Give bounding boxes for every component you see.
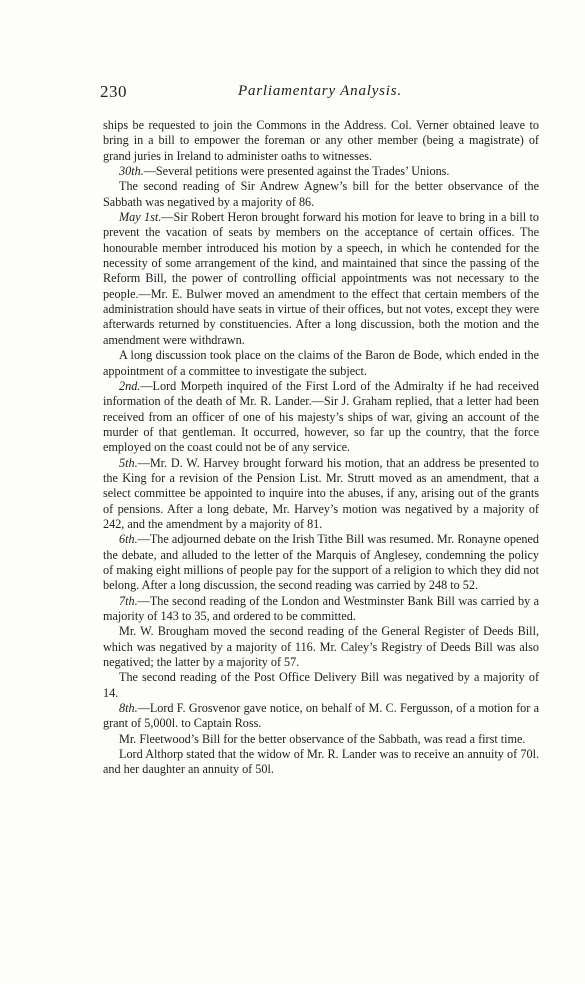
entry-date: May 1st. — [119, 210, 162, 225]
paragraph — [103, 456, 539, 533]
entry-date: 2nd. — [119, 378, 141, 393]
paragraph-text: ships be requested to join the Commons in the Address. Col. Verner obtained leave to bring in a bill to empower the foreman or any other member (being a magistrate) of grand juries in Ireland to administer oaths to witnesses. — [103, 118, 539, 163]
paragraph-text: Lord Althorp stated that the widow of Mr. R. Lander was to receive an annuity of 70l. and her daughter an annuity of 50l. — [103, 747, 539, 777]
paragraph-text: —Mr. D. W. Harvey brought forward his motion, that an address be presented to the King for a revision of the Pension List. Mr. Strutt moved as an amendment, that a select committee be appointed to inquire into the abuses, if any, arising out of the grants of pensions. After a long debate, Mr. Harvey’s motion was negatived by a majority of 242, and the amendment by a majority of 81. — [103, 455, 539, 531]
paragraph-text: Mr. Fleetwood’s Bill for the better observance of the Sabbath, was read a first time. — [119, 731, 526, 746]
paragraph — [103, 624, 539, 670]
entry-date: 6th. — [119, 532, 138, 547]
entry-date: 30th. — [119, 164, 144, 179]
paragraph — [103, 747, 539, 778]
paragraph — [103, 732, 539, 747]
paragraph — [103, 164, 539, 179]
paragraph — [103, 670, 539, 701]
paragraph-text: —Several petitions were presented against the Trades’ Unions. — [143, 164, 450, 179]
paragraph-text: Mr. W. Brougham moved the second reading of the General Register of Deeds Bill, which was negatived by a majority of 116. Mr. Caley’s Registry of Deeds Bill was also negatived; the latter by a majority of 57. — [103, 624, 539, 670]
paragraph — [103, 118, 539, 164]
page-header — [100, 82, 540, 106]
body-text — [103, 118, 539, 778]
page-number: 230 — [100, 82, 127, 101]
paragraph — [103, 210, 539, 348]
paragraph-text: —The second reading of the London and Westminster Bank Bill was carried by a majority of 143 to 35, and ordered to be committed. — [103, 593, 539, 623]
running-head: Parliamentary Analysis. — [238, 83, 402, 99]
paragraph — [103, 594, 539, 625]
paragraph — [103, 532, 539, 593]
paragraph-text: A long discussion took place on the claims of the Baron de Bode, which ended in the appointment of a committee to investigate the subject. — [103, 348, 539, 378]
paragraph — [103, 179, 539, 210]
entry-date: 5th. — [119, 455, 138, 470]
paragraph-text: —Lord Morpeth inquired of the First Lord of the Admiralty if he had received information of the death of Mr. R. Lander.—Sir J. Graham replied, that a letter had been received from an officer of one of his majesty’s ships of war, giving an account of the murder of that gentleman. It occurred, however, so far up the country, that the force employed on the coast could not be of any service. — [103, 378, 539, 455]
paragraph-text: —Sir Robert Heron brought forward his motion for leave to bring in a bill to prevent the vacation of seats by members on the acceptance of certain offices. The honourable member introduced his motion by a speech, in which he contended for the necessity of some arrangement of the kind, and maintained that since the passing of the Reform Bill, the power of controlling official appointments was not necessary to the people.—Mr. E. Bulwer moved an amendment to the effect that certain members of the administration should have seats in virtue of their offices, but not votes, except they were afterwards returned by constituencies. After a long discussion, both the motion and the amendment were withdrawn. — [103, 210, 539, 347]
paragraph-text: —Lord F. Grosvenor gave notice, on behalf of M. C. Fergusson, of a motion for a grant of 5,000l. to Captain Ross. — [103, 701, 539, 731]
paragraph — [103, 379, 539, 456]
paragraph — [103, 701, 539, 732]
entry-date: 8th. — [119, 701, 138, 716]
paragraph-text: —The adjourned debate on the Irish Tithe Bill was resumed. Mr. Ronayne opened the debate, and alluded to the letter of the Marquis of Anglesey, condemning the policy of making eight millions of people pay for the support of a religion to which they did not belong. After a long discussion, the second reading was carried by 248 to 52. — [103, 532, 539, 593]
paragraph-text: The second reading of the Post Office Delivery Bill was negatived by a majority of 14. — [103, 670, 539, 700]
paragraph-text: The second reading of Sir Andrew Agnew’s bill for the better observance of the Sabbath was negatived by a majority of 86. — [103, 179, 539, 209]
paragraph — [103, 348, 539, 379]
entry-date: 7th. — [119, 593, 138, 608]
